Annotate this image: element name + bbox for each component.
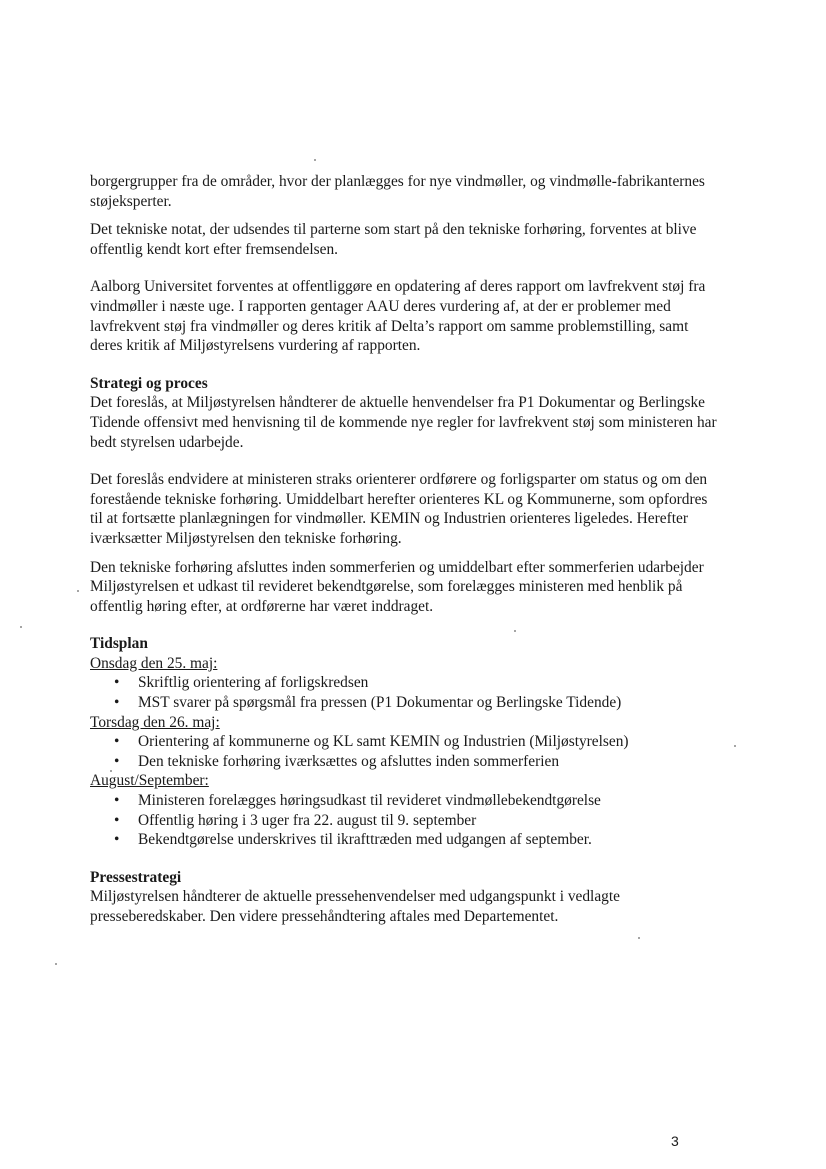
scan-speck [77,590,79,592]
paragraph-strategi-3: Den tekniske forhøring afsluttes inden sommerferien og umiddelbart efter sommerferien udarbejder Miljøstyrelsen et udkast til revideret bekendtgørelse, som forelægges ministeren med henblik på offentlig høring efter, at ordførerne har været inddraget. [90,558,704,615]
bullet-icon: • [114,674,120,692]
bullet-icon: • [114,752,120,770]
paragraph-borgergrupper: borgergrupper fra de områder, hvor der planlægges for nye vindmøller, og vindmølle-fabrikanternes støjeksperter. [90,173,705,210]
bullet-icon: • [114,694,120,712]
date-label-onsdag: Onsdag den 25. maj: [90,654,218,672]
scan-speck [514,630,516,632]
paragraph-teknisk-notat: Det tekniske notat, der udsendes til parterne som start på den tekniske forhøring, forventes at blive offentlig kendt kort efter fremsendelsen. [90,221,697,258]
scan-speck [638,937,640,939]
heading-pressestrategi: Pressestrategi [90,868,182,886]
list-item: • Offentlig høring i 3 uger fra 22. august til 9. september [114,811,477,829]
bullet-icon: • [114,811,120,829]
paragraph-pressestrategi: Miljøstyrelsen håndterer de aktuelle pressehenvendelser med udgangspunkt i vedlagte presseberedskaber. Den videre pressehåndtering aftales med Departementet. [90,888,620,925]
list-item: • Bekendtgørelse underskrives til ikrafttræden med udgangen af september. [114,831,592,849]
date-label-august-september: August/September: [90,772,209,790]
list-august-september [90,791,720,850]
bullet-icon: • [114,733,120,751]
bullet-icon: • [114,831,120,849]
list-item: • Orientering af kommunerne og KL samt KEMIN og Industrien (Miljøstyrelsen) [114,733,629,751]
list-onsdag [90,673,720,712]
list-item: • Ministeren forelægges høringsudkast til revideret vindmøllebekendtgørelse [114,792,601,810]
list-item: • Skriftlig orientering af forligskredsen [114,674,369,692]
list-torsdag [90,732,720,771]
heading-tidsplan: Tidsplan [90,635,148,653]
scan-speck [734,745,736,747]
bullet-icon: • [114,792,120,810]
heading-strategi: Strategi og proces [90,374,208,392]
scan-speck [314,159,316,161]
scan-speck [55,963,57,965]
paragraph-strategi-1: Det foreslås, at Miljøstyrelsen håndterer de aktuelle henvendelser fra P1 Dokumentar og Berlingske Tidende offensivt med henvisning til de kommende nye regler for lavfrekvent støj som ministeren har bedt styrelsen udarbejde. [90,394,717,451]
paragraph-strategi-2: Det foreslås endvidere at ministeren straks orienterer ordførere og forligsparter om status og om den forestående tekniske forhøring. Umiddelbart herefter orienteres KL og Kommunerne, som opfordres til at fortsætte planlægningen for vindmøller. KEMIN og Industrien orienteres ligeledes. Herefter iværksætter Miljøstyrelsen den tekniske forhøring. [90,471,708,547]
page-number: 3 [671,1133,679,1149]
list-item: • Den tekniske forhøring iværksættes og afsluttes inden sommerferien [114,752,560,770]
paragraph-aalborg-universitet: Aalborg Universitet forventes at offentliggøre en opdatering af deres rapport om lavfrekvent støj fra vindmøller i næste uge. I rapporten gentager AAU deres vurdering af, at der er problemer med lavfrekvent støj fra vindmøller og deres kritik af Delta’s rapport om samme problemstilling, samt deres kritik af Miljøstyrelsens vurdering af rapporten. [90,278,706,355]
list-item: • MST svarer på spørgsmål fra pressen (P1 Dokumentar og Berlingske Tidende) [114,694,622,712]
scan-speck [20,626,22,628]
document-body [90,172,720,927]
date-label-torsdag: Torsdag den 26. maj: [90,713,220,731]
scan-speck [110,770,112,772]
